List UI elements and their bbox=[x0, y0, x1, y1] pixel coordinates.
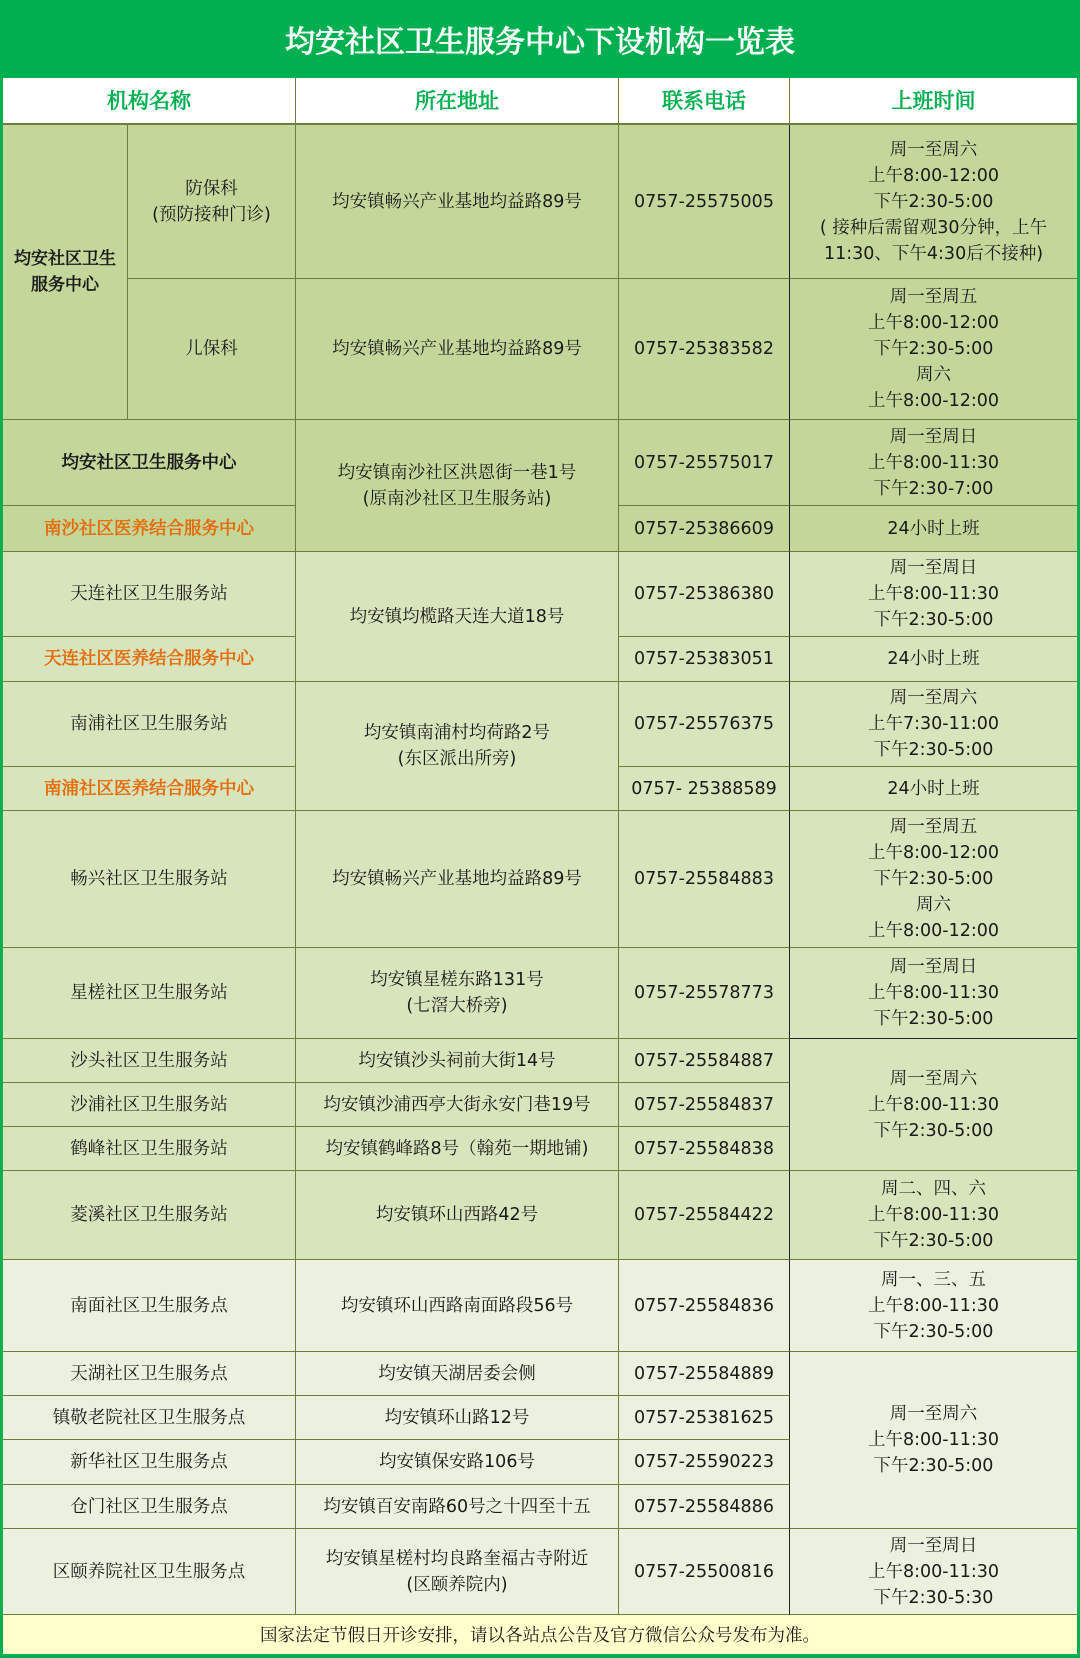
facility-name: 天连社区卫生服务站 bbox=[3, 552, 296, 637]
hours-line: 上午8:00-12:00 bbox=[867, 843, 1000, 863]
phone-number: 0757-25576375 bbox=[619, 682, 790, 767]
hours-line: 下午2:30-5:30 bbox=[873, 1587, 994, 1608]
address: 均安镇畅兴产业基地均益路89号 bbox=[296, 279, 619, 420]
address-line: 均安镇星槎东路131号 bbox=[370, 970, 544, 990]
hours-line: 周一至周六 bbox=[889, 1068, 978, 1089]
hours-line: 上午8:00-11:30 bbox=[867, 1094, 1000, 1115]
facility-name: 新华社区卫生服务点 bbox=[3, 1440, 296, 1485]
column-header-address: 所在地址 bbox=[296, 78, 619, 125]
working-hours: 24小时上班 bbox=[790, 506, 1077, 552]
hours-line: 上午7:30-11:00 bbox=[867, 714, 1000, 734]
address bbox=[296, 1529, 619, 1615]
phone-number: 0757-25500816 bbox=[619, 1529, 790, 1615]
address: 均安镇畅兴产业基地均益路89号 bbox=[296, 811, 619, 948]
hours-line: 周一至周五 bbox=[889, 287, 978, 307]
dept-name-line: 儿保科 bbox=[185, 339, 238, 359]
hours-line: 周二、四、六 bbox=[881, 1179, 986, 1199]
address-line: 均安镇星槎村均良路奎福古寺附近 bbox=[325, 1548, 589, 1569]
hours-line: 上午8:00-11:30 bbox=[867, 1561, 1000, 1582]
hours-line: 上午8:00-11:30 bbox=[867, 452, 1000, 473]
footer-note: 国家法定节假日开诊安排，请以各站点公告及官方微信公众号发布为准。 bbox=[3, 1615, 1077, 1654]
hours-line: 上午8:00-12:00 bbox=[867, 921, 1000, 941]
working-hours: 24小时上班 bbox=[790, 767, 1077, 811]
facility-name: 鹤峰社区卫生服务站 bbox=[3, 1127, 296, 1171]
working-hours bbox=[790, 552, 1077, 637]
hours-line: 下午2:30-5:00 bbox=[873, 1231, 994, 1251]
hours-line: 上午8:00-12:00 bbox=[867, 391, 1000, 411]
facility-name: 沙浦社区卫生服务站 bbox=[3, 1083, 296, 1127]
parent-center-line: 服务中心 bbox=[31, 275, 99, 295]
address: 均安镇环山西路42号 bbox=[296, 1171, 619, 1260]
working-hours bbox=[790, 682, 1077, 767]
working-hours-merged bbox=[790, 1039, 1077, 1171]
address-line: 均安镇南沙社区洪恩街一巷1号 bbox=[337, 462, 577, 483]
address: 均安镇环山西路南面路段56号 bbox=[296, 1260, 619, 1352]
hours-line: 周一、三、五 bbox=[881, 1269, 986, 1290]
facility-name: 菱溪社区卫生服务站 bbox=[3, 1171, 296, 1260]
working-hours bbox=[790, 125, 1077, 279]
facility-name: 南浦社区卫生服务站 bbox=[3, 682, 296, 767]
phone-number: 0757-25383582 bbox=[619, 279, 790, 420]
facility-name: 仓门社区卫生服务点 bbox=[3, 1485, 296, 1529]
hours-line: 周一至周日 bbox=[889, 957, 978, 977]
address bbox=[296, 420, 619, 552]
dept-name bbox=[128, 279, 296, 420]
working-hours bbox=[790, 279, 1077, 420]
hours-line: 下午2:30-5:00 bbox=[873, 191, 994, 212]
facility-name: 星槎社区卫生服务站 bbox=[3, 948, 296, 1039]
hours-line: 周一至周六 bbox=[889, 139, 978, 160]
hours-line: 周一至周六 bbox=[889, 688, 978, 708]
dept-name-line: 防保科 bbox=[185, 178, 238, 199]
working-hours: 24小时上班 bbox=[790, 637, 1077, 682]
hours-line: 周一至周日 bbox=[889, 1535, 978, 1556]
hours-line: ( 接种后需留观30分钟，上午 bbox=[819, 217, 1048, 238]
dept-name bbox=[128, 125, 296, 279]
hours-line: 下午2:30-7:00 bbox=[873, 478, 994, 499]
hours-line: 11:30、下午4:30后不接种) bbox=[823, 243, 1044, 264]
phone-number: 0757- 25388589 bbox=[619, 767, 790, 811]
parent-center-line: 均安社区卫生 bbox=[14, 249, 116, 269]
hours-line: 上午8:00-12:00 bbox=[867, 313, 1000, 333]
facility-name-highlight: 南浦社区医养结合服务中心 bbox=[3, 767, 296, 811]
phone-number: 0757-25584883 bbox=[619, 811, 790, 948]
address-line: 均安镇南浦村均荷路2号 bbox=[363, 723, 551, 743]
hours-line: 上午8:00-11:30 bbox=[867, 1205, 1000, 1225]
phone-number: 0757-25590223 bbox=[619, 1440, 790, 1485]
address-line: (七滘大桥旁) bbox=[406, 996, 508, 1016]
hours-line: 下午2:30-5:00 bbox=[873, 1456, 994, 1476]
hours-line: 周一至周日 bbox=[889, 558, 978, 578]
facility-name: 天湖社区卫生服务点 bbox=[3, 1352, 296, 1396]
address: 均安镇畅兴产业基地均益路89号 bbox=[296, 125, 619, 279]
phone-number: 0757-25386380 bbox=[619, 552, 790, 637]
hours-line: 下午2:30-5:00 bbox=[873, 1009, 994, 1029]
hours-line: 下午2:30-5:00 bbox=[873, 869, 994, 889]
phone-number: 0757-25584887 bbox=[619, 1039, 790, 1083]
address-line: (原南沙社区卫生服务站) bbox=[362, 488, 552, 509]
phone-number: 0757-25383051 bbox=[619, 637, 790, 682]
page-title: 均安社区卫生服务中心下设机构一览表 bbox=[285, 25, 795, 60]
column-header-hours: 上班时间 bbox=[790, 78, 1077, 125]
address: 均安镇天湖居委会侧 bbox=[296, 1352, 619, 1396]
hours-line: 上午8:00-11:30 bbox=[867, 584, 1000, 604]
address-line: (区颐养院内) bbox=[406, 1574, 508, 1595]
address: 均安镇保安路106号 bbox=[296, 1440, 619, 1485]
address: 均安镇百安南路60号之十四至十五 bbox=[296, 1485, 619, 1529]
working-hours bbox=[790, 811, 1077, 948]
hours-line: 上午8:00-12:00 bbox=[867, 165, 1000, 186]
hours-line: 周一至周六 bbox=[889, 1404, 978, 1424]
address bbox=[296, 682, 619, 811]
hours-line: 周六 bbox=[916, 895, 951, 915]
hours-line: 上午8:00-11:30 bbox=[867, 983, 1000, 1003]
address-line: (东区派出所旁) bbox=[397, 749, 517, 769]
working-hours-merged bbox=[790, 1352, 1077, 1529]
address: 均安镇沙头祠前大街14号 bbox=[296, 1039, 619, 1083]
phone-number: 0757-25386609 bbox=[619, 506, 790, 552]
facility-name-highlight: 南沙社区医养结合服务中心 bbox=[3, 506, 296, 552]
address: 均安镇鹤峰路8号（翰苑一期地铺) bbox=[296, 1127, 619, 1171]
address bbox=[296, 948, 619, 1039]
phone-number: 0757-25381625 bbox=[619, 1396, 790, 1440]
hours-line: 周一至周日 bbox=[889, 426, 978, 447]
parent-center-name bbox=[3, 125, 128, 420]
phone-number: 0757-25584889 bbox=[619, 1352, 790, 1396]
hours-line: 上午8:00-11:30 bbox=[867, 1295, 1000, 1316]
facility-name: 镇敬老院社区卫生服务点 bbox=[3, 1396, 296, 1440]
address: 均安镇均榄路天连大道18号 bbox=[296, 552, 619, 682]
facility-name: 沙头社区卫生服务站 bbox=[3, 1039, 296, 1083]
column-header-name: 机构名称 bbox=[3, 78, 296, 125]
phone-number: 0757-25575005 bbox=[619, 125, 790, 279]
phone-number: 0757-25575017 bbox=[619, 420, 790, 506]
phone-number: 0757-25578773 bbox=[619, 948, 790, 1039]
address: 均安镇环山路12号 bbox=[296, 1396, 619, 1440]
hours-line: 下午2:30-5:00 bbox=[873, 740, 994, 760]
hours-line: 上午8:00-11:30 bbox=[867, 1430, 1000, 1450]
dept-name-line: (预防接种门诊) bbox=[152, 204, 271, 225]
working-hours bbox=[790, 1529, 1077, 1615]
phone-number: 0757-25584838 bbox=[619, 1127, 790, 1171]
hours-line: 下午2:30-5:00 bbox=[873, 1120, 994, 1141]
phone-number: 0757-25584886 bbox=[619, 1485, 790, 1529]
hours-line: 下午2:30-5:00 bbox=[873, 610, 994, 630]
phone-number: 0757-25584836 bbox=[619, 1260, 790, 1352]
phone-number: 0757-25584422 bbox=[619, 1171, 790, 1260]
hours-line: 周一至周五 bbox=[889, 817, 978, 837]
phone-number: 0757-25584837 bbox=[619, 1083, 790, 1127]
address: 均安镇沙浦西亭大街永安门巷19号 bbox=[296, 1083, 619, 1127]
column-header-phone: 联系电话 bbox=[619, 78, 790, 125]
working-hours bbox=[790, 1260, 1077, 1352]
working-hours bbox=[790, 948, 1077, 1039]
hours-line: 下午2:30-5:00 bbox=[873, 1321, 994, 1342]
facility-name: 南面社区卫生服务点 bbox=[3, 1260, 296, 1352]
hours-line: 下午2:30-5:00 bbox=[873, 339, 994, 359]
working-hours bbox=[790, 1171, 1077, 1260]
hours-line: 周六 bbox=[916, 365, 951, 385]
facility-name: 区颐养院社区卫生服务点 bbox=[3, 1529, 296, 1615]
facility-name: 均安社区卫生服务中心 bbox=[3, 420, 296, 506]
facility-name: 畅兴社区卫生服务站 bbox=[3, 811, 296, 948]
facility-name-highlight: 天连社区医养结合服务中心 bbox=[3, 637, 296, 682]
working-hours bbox=[790, 420, 1077, 506]
